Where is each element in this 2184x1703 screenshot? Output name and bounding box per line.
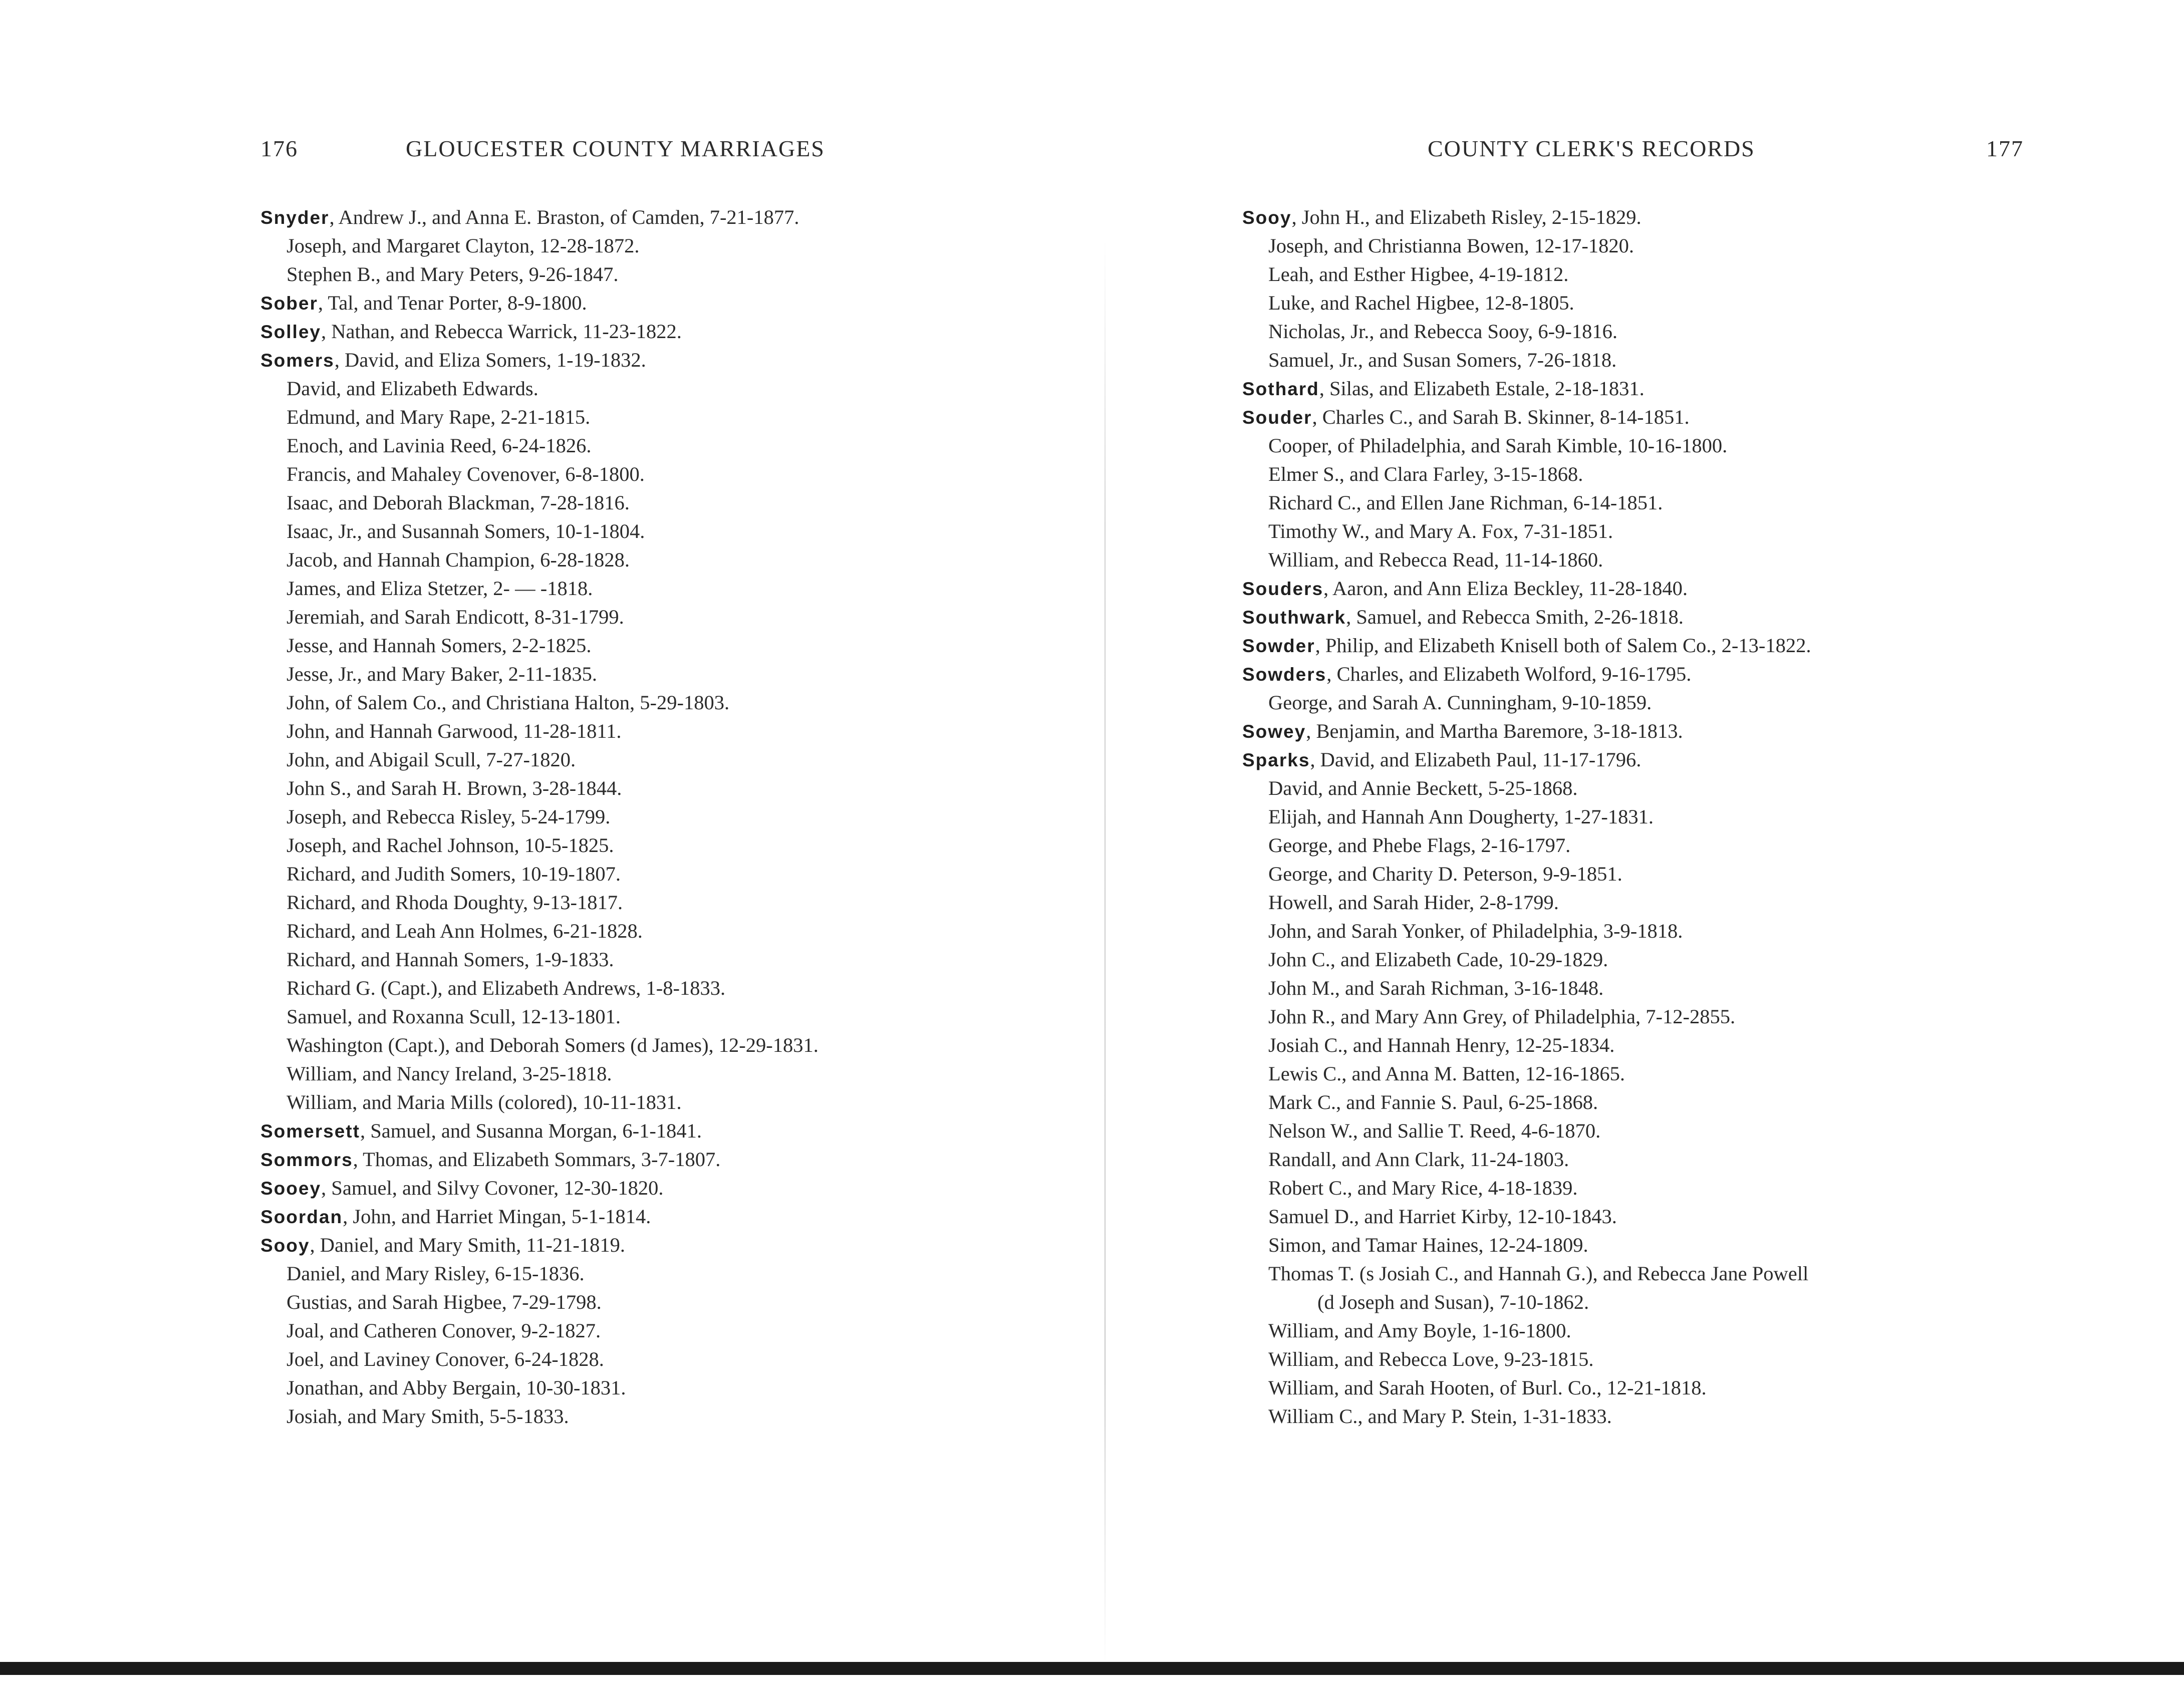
entry-text: William, and Nancy Ireland, 3-25-1818. xyxy=(287,1062,612,1085)
entry-continuation xyxy=(1242,289,2024,317)
entry-continuation xyxy=(260,745,1012,774)
entry-text: Howell, and Sarah Hider, 2-8-1799. xyxy=(1268,891,1559,914)
entry-surname-heading xyxy=(1242,403,2024,431)
entry-continuation xyxy=(1242,317,2024,346)
entry-text: , Charles C., and Sarah B. Skinner, 8-14-1851. xyxy=(1312,406,1690,428)
entry-continuation xyxy=(1242,1088,2024,1116)
entry-continuation xyxy=(1242,802,2024,831)
entry-text: Richard, and Leah Ann Holmes, 6-21-1828. xyxy=(287,920,643,942)
entry-text: Gustias, and Sarah Higbee, 7-29-1798. xyxy=(287,1291,602,1313)
entry-surname-heading xyxy=(1242,745,2024,774)
entry-text: Richard, and Rhoda Doughty, 9-13-1817. xyxy=(287,891,623,914)
entry-text: George, and Sarah A. Cunningham, 9-10-1859. xyxy=(1268,691,1652,714)
entry-surname-heading xyxy=(260,289,1012,317)
entry-text: Isaac, Jr., and Susannah Somers, 10-1-1804. xyxy=(287,520,645,542)
entry-continuation xyxy=(260,860,1012,888)
entry-continuation xyxy=(260,431,1012,460)
entry-text: George, and Charity D. Peterson, 9-9-1851. xyxy=(1268,863,1622,885)
entry-text: William, and Maria Mills (colored), 10-11-1831. xyxy=(287,1091,682,1113)
entry-text: Richard, and Judith Somers, 10-19-1807. xyxy=(287,863,621,885)
entry-continuation xyxy=(1242,1059,2024,1088)
entry-text: Joseph, and Christianna Bowen, 12-17-1820. xyxy=(1268,234,1634,257)
entry-continuation xyxy=(1242,460,2024,488)
entry-text: , David, and Eliza Somers, 1-19-1832. xyxy=(334,349,646,371)
left-page-title: GLOUCESTER COUNTY MARRIAGES xyxy=(406,136,825,161)
entry-text: , John H., and Elizabeth Risley, 2-15-1829. xyxy=(1291,206,1642,228)
entry-text: John R., and Mary Ann Grey, of Philadelphia, 7-12-2855. xyxy=(1268,1005,1736,1028)
entry-text: John, and Abigail Scull, 7-27-1820. xyxy=(287,748,576,771)
entry-text: , John, and Harriet Mingan, 5-1-1814. xyxy=(343,1205,651,1228)
entry-text: David, and Elizabeth Edwards. xyxy=(287,377,538,400)
entry-text: Randall, and Ann Clark, 11-24-1803. xyxy=(1268,1148,1569,1171)
entry-continuation xyxy=(260,774,1012,802)
entry-text: Timothy W., and Mary A. Fox, 7-31-1851. xyxy=(1268,520,1613,542)
entry-text: , Philip, and Elizabeth Knisell both of Salem Co., 2-13-1822. xyxy=(1315,634,1811,657)
entry-continuation xyxy=(260,545,1012,574)
right-entries-list xyxy=(1242,203,2024,1431)
entry-continuation xyxy=(1242,545,2024,574)
entry-surname-heading xyxy=(260,317,1012,346)
entry-continuation xyxy=(1242,1231,2024,1259)
entry-text: William, and Rebecca Read, 11-14-1860. xyxy=(1268,548,1603,571)
entry-surname-heading xyxy=(260,1145,1012,1174)
entry-continuation xyxy=(1242,346,2024,374)
entry-text: Joseph, and Rebecca Risley, 5-24-1799. xyxy=(287,805,611,828)
entry-continuation xyxy=(260,631,1012,660)
entry-text: , Daniel, and Mary Smith, 11-21-1819. xyxy=(310,1234,625,1256)
entry-continuation xyxy=(260,574,1012,603)
entry-continuation xyxy=(1242,1316,2024,1345)
entry-text: , Benjamin, and Martha Baremore, 3-18-1813. xyxy=(1306,720,1683,742)
surname: Soordan xyxy=(260,1207,343,1227)
entry-text: , Nathan, and Rebecca Warrick, 11-23-1822. xyxy=(321,320,682,343)
entry-surname-heading xyxy=(260,1174,1012,1202)
entry-text: , Aaron, and Ann Eliza Beckley, 11-28-1840. xyxy=(1323,577,1688,600)
entry-text: , Samuel, and Rebecca Smith, 2-26-1818. xyxy=(1346,606,1684,628)
entry-text: William, and Sarah Hooten, of Burl. Co., 12-21-1818. xyxy=(1268,1376,1707,1399)
surname: Sommors xyxy=(260,1150,353,1170)
left-page-number: 176 xyxy=(260,136,298,161)
surname: Sothard xyxy=(1242,379,1319,399)
entry-continuation xyxy=(260,231,1012,260)
entry-continuation xyxy=(1242,1402,2024,1431)
entry-continuation xyxy=(1242,1373,2024,1402)
right-running-head xyxy=(1242,135,2024,170)
entry-text: John C., and Elizabeth Cade, 10-29-1829. xyxy=(1268,948,1608,971)
entry-continuation xyxy=(260,717,1012,745)
entry-continuation xyxy=(260,374,1012,403)
left-page xyxy=(260,135,1012,1588)
entry-text: Jonathan, and Abby Bergain, 10-30-1831. xyxy=(287,1376,626,1399)
entry-surname-heading xyxy=(260,1202,1012,1231)
entry-surname-heading xyxy=(1242,603,2024,631)
entry-text: Edmund, and Mary Rape, 2-21-1815. xyxy=(287,406,591,428)
entry-continuation xyxy=(260,1373,1012,1402)
entry-text: , David, and Elizabeth Paul, 11-17-1796. xyxy=(1310,748,1642,771)
entry-text: Lewis C., and Anna M. Batten, 12-16-1865. xyxy=(1268,1062,1625,1085)
entry-text: Jacob, and Hannah Champion, 6-28-1828. xyxy=(287,548,630,571)
surname: Snyder xyxy=(260,207,330,228)
entry-text: , Thomas, and Elizabeth Sommars, 3-7-1807. xyxy=(353,1148,721,1171)
entry-continuation xyxy=(1242,488,2024,517)
entry-continuation xyxy=(260,260,1012,289)
entry-continuation xyxy=(1242,831,2024,860)
entry-text: Joel, and Laviney Conover, 6-24-1828. xyxy=(287,1348,604,1370)
entry-continuation xyxy=(1242,260,2024,289)
scan-bottom-edge xyxy=(0,1662,2184,1675)
surname: Sober xyxy=(260,293,318,314)
entry-continuation xyxy=(1242,1031,2024,1059)
entry-surname-heading xyxy=(260,203,1012,231)
surname: Somersett xyxy=(260,1121,360,1142)
entry-text: John, and Sarah Yonker, of Philadelphia, 3-9-1818. xyxy=(1268,920,1683,942)
entry-text: , Charles, and Elizabeth Wolford, 9-16-1795. xyxy=(1326,663,1692,685)
entry-text: David, and Annie Beckett, 5-25-1868. xyxy=(1268,777,1578,799)
entry-continuation xyxy=(1242,231,2024,260)
entry-continuation xyxy=(1242,1202,2024,1231)
entry-text: Elmer S., and Clara Farley, 3-15-1868. xyxy=(1268,463,1583,485)
entry-continuation xyxy=(1242,1002,2024,1031)
right-page-title: COUNTY CLERK'S RECORDS xyxy=(1428,136,1755,161)
entry-text: Samuel, and Roxanna Scull, 12-13-1801. xyxy=(287,1005,621,1028)
entry-text: Robert C., and Mary Rice, 4-18-1839. xyxy=(1268,1177,1578,1199)
entry-continuation xyxy=(260,1031,1012,1059)
entry-continuation xyxy=(1242,1145,2024,1174)
entry-text: Nelson W., and Sallie T. Reed, 4-6-1870. xyxy=(1268,1119,1601,1142)
entry-text: , Tal, and Tenar Porter, 8-9-1800. xyxy=(318,292,587,314)
entry-text: Joal, and Catheren Conover, 9-2-1827. xyxy=(287,1319,601,1342)
entry-continuation xyxy=(1242,774,2024,802)
surname: Sowder xyxy=(1242,636,1315,656)
entry-continuation xyxy=(1242,1345,2024,1373)
entry-text: Joseph, and Rachel Johnson, 10-5-1825. xyxy=(287,834,614,857)
right-page xyxy=(1242,135,2024,1588)
entry-continuation xyxy=(1242,517,2024,545)
entry-text: John, of Salem Co., and Christiana Halton, 5-29-1803. xyxy=(287,691,730,714)
entry-continuation xyxy=(260,1259,1012,1288)
entry-text: Elijah, and Hannah Ann Dougherty, 1-27-1831. xyxy=(1268,805,1654,828)
entry-text: Samuel D., and Harriet Kirby, 12-10-1843. xyxy=(1268,1205,1617,1228)
surname: Sooey xyxy=(260,1178,322,1199)
entry-text: Richard, and Hannah Somers, 1-9-1833. xyxy=(287,948,614,971)
entry-surname-heading xyxy=(1242,717,2024,745)
entry-text: Richard G. (Capt.), and Elizabeth Andrews, 1-8-1833. xyxy=(287,977,726,999)
entry-continuation xyxy=(1242,917,2024,945)
entry-continuation xyxy=(260,403,1012,431)
entry-continuation xyxy=(260,688,1012,717)
entry-continuation xyxy=(260,917,1012,945)
surname: Sooy xyxy=(260,1235,310,1256)
entry-text: Luke, and Rachel Higbee, 12-8-1805. xyxy=(1268,292,1574,314)
entry-text: George, and Phebe Flags, 2-16-1797. xyxy=(1268,834,1571,857)
entry-surname-heading xyxy=(1242,631,2024,660)
surname: Solley xyxy=(260,322,321,342)
entry-surname-heading xyxy=(260,1231,1012,1259)
entry-text: Josiah C., and Hannah Henry, 12-25-1834. xyxy=(1268,1034,1615,1056)
entry-continuation xyxy=(1242,888,2024,917)
entry-text: Mark C., and Fannie S. Paul, 6-25-1868. xyxy=(1268,1091,1598,1113)
entry-text: James, and Eliza Stetzer, 2- — -1818. xyxy=(287,577,593,600)
entry-continuation xyxy=(260,517,1012,545)
entry-continuation xyxy=(260,974,1012,1002)
entry-continuation xyxy=(260,831,1012,860)
entry-text: Josiah, and Mary Smith, 5-5-1833. xyxy=(287,1405,569,1428)
entry-surname-heading xyxy=(1242,203,2024,231)
entry-text: Jesse, and Hannah Somers, 2-2-1825. xyxy=(287,634,592,657)
entry-surname-heading xyxy=(260,1116,1012,1145)
entry-continuation xyxy=(1242,945,2024,974)
entry-continuation xyxy=(260,1316,1012,1345)
entry-text: John S., and Sarah H. Brown, 3-28-1844. xyxy=(287,777,622,799)
surname: Sowders xyxy=(1242,664,1327,685)
entry-continuation xyxy=(260,603,1012,631)
entry-surname-heading xyxy=(1242,374,2024,403)
entry-surname-heading xyxy=(1242,660,2024,688)
entry-text: , Silas, and Elizabeth Estale, 2-18-1831. xyxy=(1319,377,1645,400)
entry-text: Stephen B., and Mary Peters, 9-26-1847. xyxy=(287,263,619,286)
entry-continuation xyxy=(1242,688,2024,717)
surname: Sowey xyxy=(1242,721,1306,742)
entry-continuation xyxy=(260,1088,1012,1116)
left-running-head xyxy=(260,135,1012,170)
entry-text: Richard C., and Ellen Jane Richman, 6-14-1851. xyxy=(1268,491,1663,514)
surname: Southwark xyxy=(1242,607,1346,628)
entry-text: William, and Amy Boyle, 1-16-1800. xyxy=(1268,1319,1571,1342)
entry-text: Simon, and Tamar Haines, 12-24-1809. xyxy=(1268,1234,1588,1256)
entry-continuation xyxy=(260,1345,1012,1373)
entry-continuation xyxy=(1242,860,2024,888)
entry-surname-heading xyxy=(1242,574,2024,603)
entry-text: Nicholas, Jr., and Rebecca Sooy, 6-9-1816. xyxy=(1268,320,1617,343)
entry-text: , Samuel, and Susanna Morgan, 6-1-1841. xyxy=(360,1119,702,1142)
surname: Souder xyxy=(1242,407,1312,428)
left-entries-list xyxy=(260,203,1012,1431)
entry-text: Cooper, of Philadelphia, and Sarah Kimble, 10-16-1800. xyxy=(1268,434,1728,457)
entry-text: Washington (Capt.), and Deborah Somers (d James), 12-29-1831. xyxy=(287,1034,818,1056)
entry-continuation xyxy=(1242,1259,2024,1288)
entry-text: Samuel, Jr., and Susan Somers, 7-26-1818. xyxy=(1268,349,1617,371)
entry-continuation xyxy=(260,888,1012,917)
entry-continuation xyxy=(1242,431,2024,460)
entry-continuation xyxy=(1242,974,2024,1002)
entry-text: John M., and Sarah Richman, 3-16-1848. xyxy=(1268,977,1604,999)
surname: Sparks xyxy=(1242,750,1310,770)
entry-continuation xyxy=(1242,1116,2024,1145)
entry-text: (d Joseph and Susan), 7-10-1862. xyxy=(1317,1291,1589,1313)
entry-continuation xyxy=(1242,1288,2024,1316)
entry-text: Leah, and Esther Higbee, 4-19-1812. xyxy=(1268,263,1569,286)
entry-continuation xyxy=(260,802,1012,831)
entry-continuation xyxy=(260,1288,1012,1316)
entry-continuation xyxy=(260,1002,1012,1031)
entry-text: Thomas T. (s Josiah C., and Hannah G.), and Rebecca Jane Powell xyxy=(1268,1262,1809,1285)
entry-continuation xyxy=(260,945,1012,974)
entry-text: William, and Rebecca Love, 9-23-1815. xyxy=(1268,1348,1594,1370)
entry-text: John, and Hannah Garwood, 11-28-1811. xyxy=(287,720,622,742)
entry-continuation xyxy=(260,460,1012,488)
entry-continuation xyxy=(1242,1174,2024,1202)
surname: Sooy xyxy=(1242,207,1292,228)
surname: Somers xyxy=(260,350,335,371)
entry-text: Isaac, and Deborah Blackman, 7-28-1816. xyxy=(287,491,630,514)
right-page-number: 177 xyxy=(1986,136,2024,161)
entry-text: Jesse, Jr., and Mary Baker, 2-11-1835. xyxy=(287,663,597,685)
entry-text: Jeremiah, and Sarah Endicott, 8-31-1799. xyxy=(287,606,624,628)
book-gutter xyxy=(1105,240,1106,1668)
entry-text: , Andrew J., and Anna E. Braston, of Camden, 7-21-1877. xyxy=(329,206,799,228)
entry-continuation xyxy=(260,488,1012,517)
entry-text: Francis, and Mahaley Covenover, 6-8-1800. xyxy=(287,463,645,485)
surname: Souders xyxy=(1242,579,1324,599)
entry-continuation xyxy=(260,1059,1012,1088)
entry-text: Joseph, and Margaret Clayton, 12-28-1872. xyxy=(287,234,640,257)
entry-text: , Samuel, and Silvy Covoner, 12-30-1820. xyxy=(321,1177,664,1199)
entry-text: Daniel, and Mary Risley, 6-15-1836. xyxy=(287,1262,585,1285)
entry-continuation xyxy=(260,660,1012,688)
entry-continuation xyxy=(260,1402,1012,1431)
entry-text: William C., and Mary P. Stein, 1-31-1833. xyxy=(1268,1405,1612,1428)
entry-surname-heading xyxy=(260,346,1012,374)
entry-text: Enoch, and Lavinia Reed, 6-24-1826. xyxy=(287,434,592,457)
